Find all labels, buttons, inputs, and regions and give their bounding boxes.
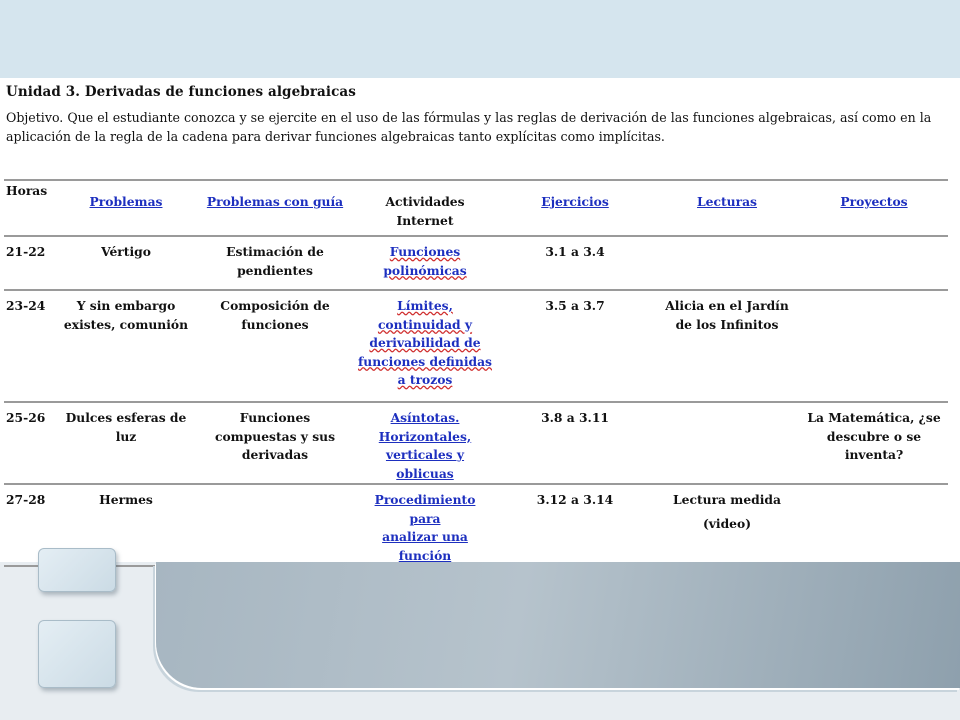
document-image — [0, 78, 960, 562]
exercises-cell: 3.12 a 3.14 — [496, 484, 654, 566]
header-problems-link[interactable]: Problemas — [89, 194, 163, 209]
activity-link-line[interactable]: derivabilidad de — [369, 335, 481, 350]
header-readings-link[interactable]: Lecturas — [697, 194, 757, 209]
header-exercises-link[interactable]: Ejercicios — [541, 194, 609, 209]
project-cell — [800, 290, 948, 402]
problem-cell — [56, 236, 196, 290]
reading-cell — [654, 236, 800, 290]
cell-line: inventa? — [844, 447, 904, 462]
exercises-cell: 3.5 a 3.7 — [496, 290, 654, 402]
hours-cell: 21-22 — [4, 236, 56, 290]
cell-line: existes, comunión — [63, 316, 189, 332]
header-hours: Horas — [6, 183, 48, 198]
activity-link-line[interactable]: polinómicas — [383, 262, 467, 278]
activity-link-cell[interactable] — [354, 236, 496, 290]
project-cell — [800, 236, 948, 290]
cell-line: compuestas y sus — [214, 428, 336, 444]
table-header-row — [4, 179, 948, 236]
cell-line: pendientes — [237, 262, 313, 278]
cell-line: Alicia en el Jardín — [665, 298, 789, 313]
problem-cell — [56, 402, 196, 484]
schedule-table — [4, 179, 948, 567]
decorative-square-top — [38, 548, 116, 592]
activity-link-line[interactable]: Procedimiento para — [374, 492, 476, 526]
header-activities-line-2: Internet — [396, 212, 454, 228]
header-projects-link[interactable]: Proyectos — [840, 194, 908, 209]
table-row — [4, 236, 948, 290]
table-row — [4, 402, 948, 484]
activity-link-line[interactable]: continuidad y — [377, 316, 473, 332]
exercises-cell: 3.1 a 3.4 — [496, 236, 654, 290]
objective-line-1: Objetivo. Que el estudiante conozca y se ejercite en el uso de las fórmulas y las reglas de derivación de las funciones algebraicas, así como en la — [6, 110, 932, 125]
cell-line: (video) — [702, 515, 752, 531]
activity-link-line[interactable]: analizar una — [382, 529, 468, 544]
project-cell — [800, 402, 948, 484]
activity-link-line[interactable]: funciones definidas — [358, 353, 492, 369]
table-row — [4, 484, 948, 566]
guided-problem-cell — [196, 290, 354, 402]
hours-cell: 27-28 — [4, 484, 56, 566]
unit-title: Unidad 3. Derivadas de funciones algebraicas — [6, 84, 356, 100]
cell-line: derivadas — [241, 447, 309, 462]
problem-cell — [56, 290, 196, 402]
activity-link-line[interactable]: función — [398, 547, 452, 563]
objective-line-2: aplicación de la regla de la cadena para derivar funciones algebraicas tanto explícitas como implícitas. — [6, 129, 665, 144]
activity-link-line[interactable]: verticales y oblicuas — [385, 447, 465, 481]
cell-line: Lectura medida — [673, 492, 781, 507]
exercises-cell: 3.8 a 3.11 — [496, 402, 654, 484]
header-activities-line-1: Actividades — [385, 194, 465, 209]
cell-line: funciones — [241, 316, 309, 332]
reading-cell — [654, 290, 800, 402]
objective-text — [6, 108, 952, 146]
cell-line: Estimación de — [226, 244, 324, 259]
cell-line: La Matemática, ¿se — [807, 410, 941, 425]
cell-line: Y sin embargo — [76, 298, 176, 313]
cell-line: Dulces esferas de — [65, 410, 187, 425]
guided-problem-cell — [196, 402, 354, 484]
header-guided-problems-link[interactable]: Problemas con guía — [206, 194, 344, 209]
activity-link-line[interactable]: Límites, — [397, 298, 453, 313]
cell-line: descubre o se — [826, 428, 922, 444]
activity-link-line[interactable]: Funciones — [389, 244, 461, 259]
table-row — [4, 290, 948, 402]
reading-cell — [654, 484, 800, 566]
reading-cell — [654, 402, 800, 484]
activity-link-line[interactable]: Horizontales, — [378, 428, 472, 444]
decorative-square-bottom — [38, 620, 116, 688]
cell-line: Vértigo — [101, 244, 151, 259]
cell-line: Composición de — [220, 298, 330, 313]
cell-line: de los Infinitos — [675, 316, 779, 332]
activity-link-cell[interactable] — [354, 484, 496, 566]
activity-link-cell[interactable] — [354, 290, 496, 402]
activity-link-cell[interactable] — [354, 402, 496, 484]
top-banner — [0, 0, 960, 78]
hours-cell: 23-24 — [4, 290, 56, 402]
activity-link-line[interactable]: a trozos — [397, 372, 453, 387]
cell-line: luz — [115, 428, 137, 444]
guided-problem-cell — [196, 484, 354, 566]
project-cell — [800, 484, 948, 566]
guided-problem-cell — [196, 236, 354, 290]
header-internet-activities — [354, 179, 496, 236]
cell-line: Hermes — [99, 492, 153, 507]
cell-line: Funciones — [239, 410, 311, 425]
decorative-panel — [156, 562, 960, 688]
hours-cell: 25-26 — [4, 402, 56, 484]
activity-link-line[interactable]: Asíntotas. — [390, 410, 460, 425]
